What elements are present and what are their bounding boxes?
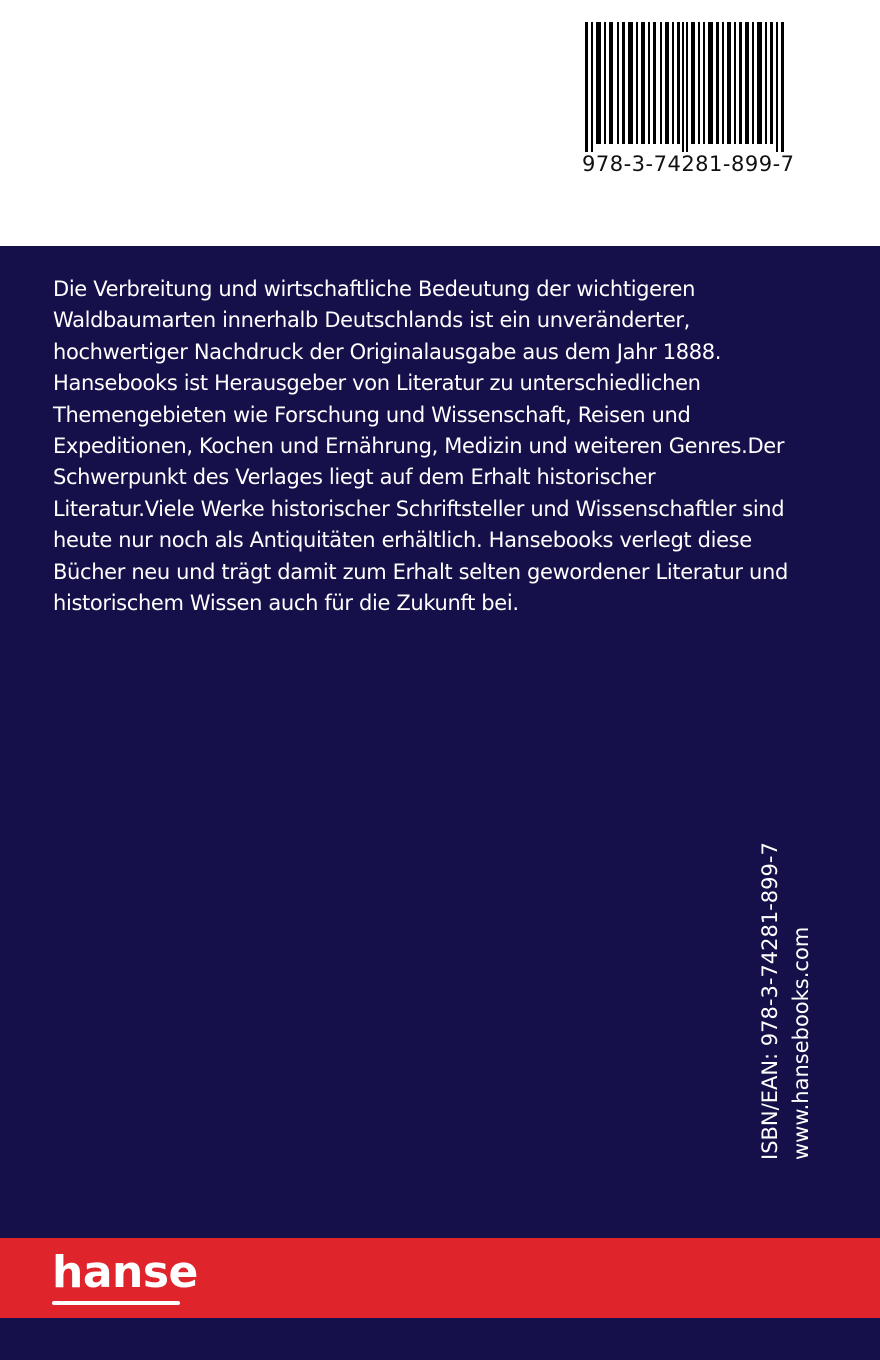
hanse-logo: hanse bbox=[52, 1247, 198, 1298]
barcode bbox=[582, 22, 796, 176]
spine-imprint bbox=[755, 842, 817, 1160]
isbn-label: ISBN/EAN: 978-3-74281-899-7 bbox=[758, 842, 782, 1160]
barcode-bars-icon bbox=[582, 22, 792, 152]
website-label: www.hansebooks.com bbox=[789, 926, 813, 1160]
book-description: Die Verbreitung und wirtschaftliche Bedeutung der wichtigeren Waldbaumarten innerhalb Deutschlands ist ein unveränderter, hochwertiger Nachdruck der Originalausgabe aus dem Jahr 1888. Hansebooks ist Herausgeber von Literatur zu unterschiedlichen Themengebieten wie Forschung und Wissenschaft, Reisen und Expeditionen, Kochen und Ernährung, Medizin und weiteren Genres.Der Schwerpunkt des Verlages liegt auf dem Erhalt historischer Literatur.Viele Werke historischer Schriftsteller und Wissenschaftler sind heute nur noch als Antiquitäten erhältlich. Hansebooks verlegt diese Bücher neu und trägt damit zum Erhalt selten gewordener Literatur und historischem Wissen auch für die Zukunft bei. bbox=[53, 277, 788, 616]
logo-swoosh-icon bbox=[52, 1301, 180, 1305]
barcode-area bbox=[0, 0, 880, 246]
barcode-number: 978-3-74281-899-7 bbox=[582, 152, 795, 176]
